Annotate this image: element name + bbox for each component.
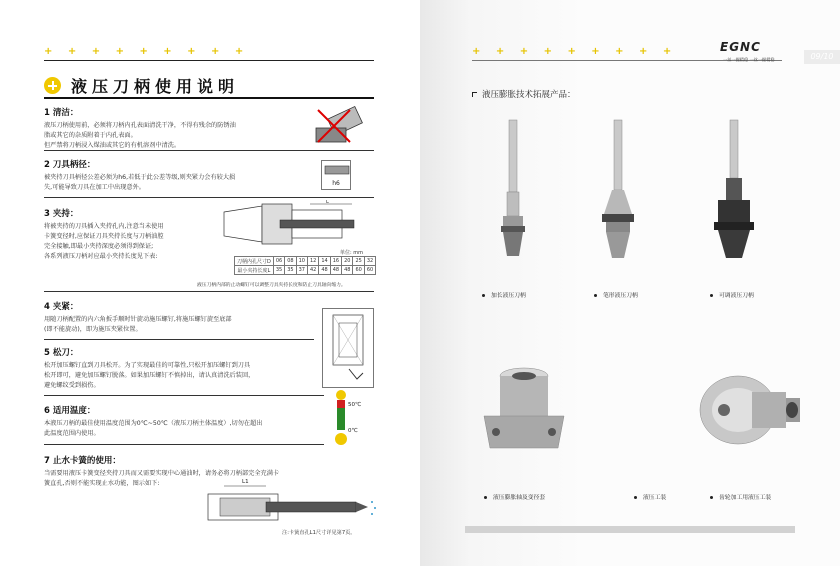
- bullet-icon: [484, 496, 487, 499]
- bullet-icon: [710, 294, 713, 297]
- section-rule: [44, 291, 374, 292]
- text-line: 失,可能导致刀具在加工中出现意外。: [44, 184, 145, 191]
- section-heading: [472, 88, 576, 100]
- table-cell: 42: [307, 266, 318, 275]
- decorative-plus-row: + + + + + + + + +: [472, 46, 678, 57]
- section-clamping: [44, 207, 224, 262]
- product-caption: [710, 492, 771, 501]
- product-caption: [482, 290, 526, 299]
- text-line: 此温度范围内使用。: [44, 430, 100, 437]
- section-text: [44, 222, 224, 262]
- caption-text: 液压膨胀轴及变径套: [493, 495, 546, 501]
- text-line: 将被夹持的刀具插入夹持孔内,注意当未使用: [44, 223, 164, 230]
- product-caption: [484, 492, 545, 501]
- collet-drill-diagram: [200, 478, 380, 526]
- table-cell: 10: [296, 257, 307, 266]
- table-cell: 60: [353, 266, 364, 275]
- text-line: 各系列液压刀柄对应最小夹持长度见下表:: [44, 253, 158, 260]
- section-temperature: [44, 404, 334, 439]
- section-heading-text: 液压膨胀技术拓展产品：: [482, 90, 576, 100]
- dimension-label: L1: [242, 479, 249, 485]
- table-cell: 48: [319, 266, 330, 275]
- section-heading: 5 松刀：: [44, 348, 79, 358]
- text-line: 完全接触,即最小夹持深度必须得到保证;: [44, 243, 154, 250]
- table-cell: 35: [273, 266, 284, 275]
- section-tighten: [44, 300, 314, 335]
- section-release: [44, 346, 324, 391]
- table-row: [235, 257, 376, 266]
- section-heading: 4 夹紧：: [44, 302, 79, 312]
- text-line: 松开即可，避免加压螺钉脱落。如果加压螺钉不慎掉出，请认真清洗后装回，: [44, 372, 255, 379]
- section-heading: 7 止水卡簧的使用：: [44, 456, 121, 466]
- section-rule: [44, 197, 374, 198]
- bullet-icon: [634, 496, 637, 499]
- product-image-slim-holder: [596, 118, 640, 268]
- brand-logo: EGNC: [720, 40, 761, 54]
- product-caption: [710, 290, 754, 299]
- temp-low-label: 0℃: [348, 428, 358, 434]
- table-row-label: 最小夹持长度L: [235, 266, 274, 275]
- table-cell: 16: [330, 257, 341, 266]
- min-clamping-length-table: [234, 256, 376, 275]
- section-text: [44, 121, 309, 151]
- top-rule: [44, 60, 374, 61]
- section-text: [44, 173, 314, 193]
- product-image-hydraulic-fixture: [692, 368, 804, 452]
- caption-text: 齿轮加工用液压工装: [719, 495, 772, 501]
- caption-text: 可调液压刀柄: [719, 293, 754, 299]
- text-line: 簧直孔,否则不能实现止水功能，图示如下:: [44, 480, 160, 487]
- table-cell: 32: [364, 257, 375, 266]
- section-heading: 2 刀具柄径：: [44, 160, 96, 170]
- table-cell: 14: [319, 257, 330, 266]
- text-line: 被夹持刀具柄径公差必须为h6,若低于此公差等级,则夹紧力会有较大损: [44, 174, 236, 181]
- svg-text:L: L: [326, 200, 329, 205]
- brand-slogan: 一丝一握精稳 一丝一握精稳: [723, 57, 775, 62]
- text-line: 液压刀柄使用前，必须将刀柄内孔表面清洗干净，不得有残余的防锈油: [44, 122, 236, 129]
- section-heading: 6 适用温度：: [44, 406, 96, 416]
- collet-note: 注:卡簧直孔L1尺寸详见第7页。: [282, 530, 356, 536]
- clamping-note: 液压刀柄内部的止动螺钉可以调整刀具夹持长度和防止刀具轴向缩力。: [197, 283, 346, 288]
- table-cell: 37: [296, 266, 307, 275]
- decorative-plus-row: + + + + + + + + +: [44, 46, 250, 57]
- h6-tolerance-badge: [321, 160, 351, 190]
- text-line: 当需要用液压卡簧变径夹持刀具而又需要实现中心通油时，请务必将刀柄部完全充满卡: [44, 470, 280, 477]
- caption-text: 加长液压刀柄: [491, 293, 526, 299]
- text-line: 本液压刀柄的最佳使用温度范围为0℃~50℃（液压刀柄主体温度）,切勿在超出: [44, 420, 263, 427]
- product-image-arbor-sleeve: [478, 362, 570, 458]
- clamping-length-diagram: [222, 200, 372, 248]
- h6-label: h6: [332, 180, 340, 187]
- text-line: 松开加压螺钉直到刀具松开。为了实现最佳的可靠性,只松开加压螺钉到刀具: [44, 362, 251, 369]
- product-caption: [594, 290, 638, 299]
- text-line: 卡簧变径时,应保证刀具夹持长度与刀柄油腔: [44, 233, 164, 240]
- section-rule: [44, 339, 314, 340]
- bullet-icon: [594, 294, 597, 297]
- caption-text: 液压工装: [643, 495, 667, 501]
- plus-circle-icon: [44, 77, 61, 94]
- text-line: 避免螺纹受到损伤。: [44, 382, 100, 389]
- page-number: 09/10: [804, 50, 840, 64]
- thermometer-graphic: [334, 390, 374, 446]
- product-caption: [634, 492, 666, 501]
- table-row: [235, 266, 376, 275]
- section-heading: 1 清洁：: [44, 108, 79, 118]
- text-line: 但严禁将刀柄浸入煤油或其它的有机溶剂中清洗。: [44, 142, 181, 149]
- section-text: [44, 419, 334, 439]
- table-cell: 60: [364, 266, 375, 275]
- product-image-extended-holder: [498, 118, 528, 268]
- section-heading: 3 夹持：: [44, 209, 79, 219]
- table-cell: 48: [342, 266, 353, 275]
- section-rule: [44, 150, 374, 151]
- table-cell: 48: [330, 266, 341, 275]
- caption-text: 笔形液压刀柄: [603, 293, 638, 299]
- table-cell: 06: [273, 257, 284, 266]
- table-cell: 35: [285, 266, 296, 275]
- section-text: [44, 361, 324, 391]
- page-title-bar: [44, 74, 239, 97]
- product-image-adjustable-holder: [710, 118, 758, 268]
- unit-label: 单位: mm: [340, 250, 364, 256]
- table-row-label: 刀柄内孔尺寸D: [235, 257, 274, 266]
- text-line: 用随刀柄配置的内六角扳手顺时针旋动施压螺钉,将施压螺钉旋至底部: [44, 316, 232, 323]
- table-cell: 08: [285, 257, 296, 266]
- corner-mark-icon: [472, 92, 477, 97]
- bullet-icon: [482, 294, 485, 297]
- bullet-icon: [710, 496, 713, 499]
- no-solvent-illustration: [312, 102, 374, 146]
- text-line: 脂或其它的杂质附着于内孔表面。: [44, 132, 137, 139]
- table-cell: 25: [353, 257, 364, 266]
- text-line: (即不能旋动)，即为施压夹紧位置。: [44, 326, 142, 333]
- tighten-screw-illustration: [322, 308, 374, 388]
- section-rule: [44, 444, 324, 445]
- section-shank-diameter: [44, 158, 314, 193]
- table-cell: 20: [342, 257, 353, 266]
- right-page: [420, 0, 840, 566]
- section-text: [44, 315, 314, 335]
- temp-high-label: 50℃: [348, 402, 362, 408]
- section-rule: [44, 395, 324, 396]
- footer-band: [465, 526, 795, 533]
- page-title: 液压刀柄使用说明: [71, 77, 240, 96]
- title-rule: [44, 97, 374, 99]
- table-cell: 12: [307, 257, 318, 266]
- section-clean: [44, 106, 309, 151]
